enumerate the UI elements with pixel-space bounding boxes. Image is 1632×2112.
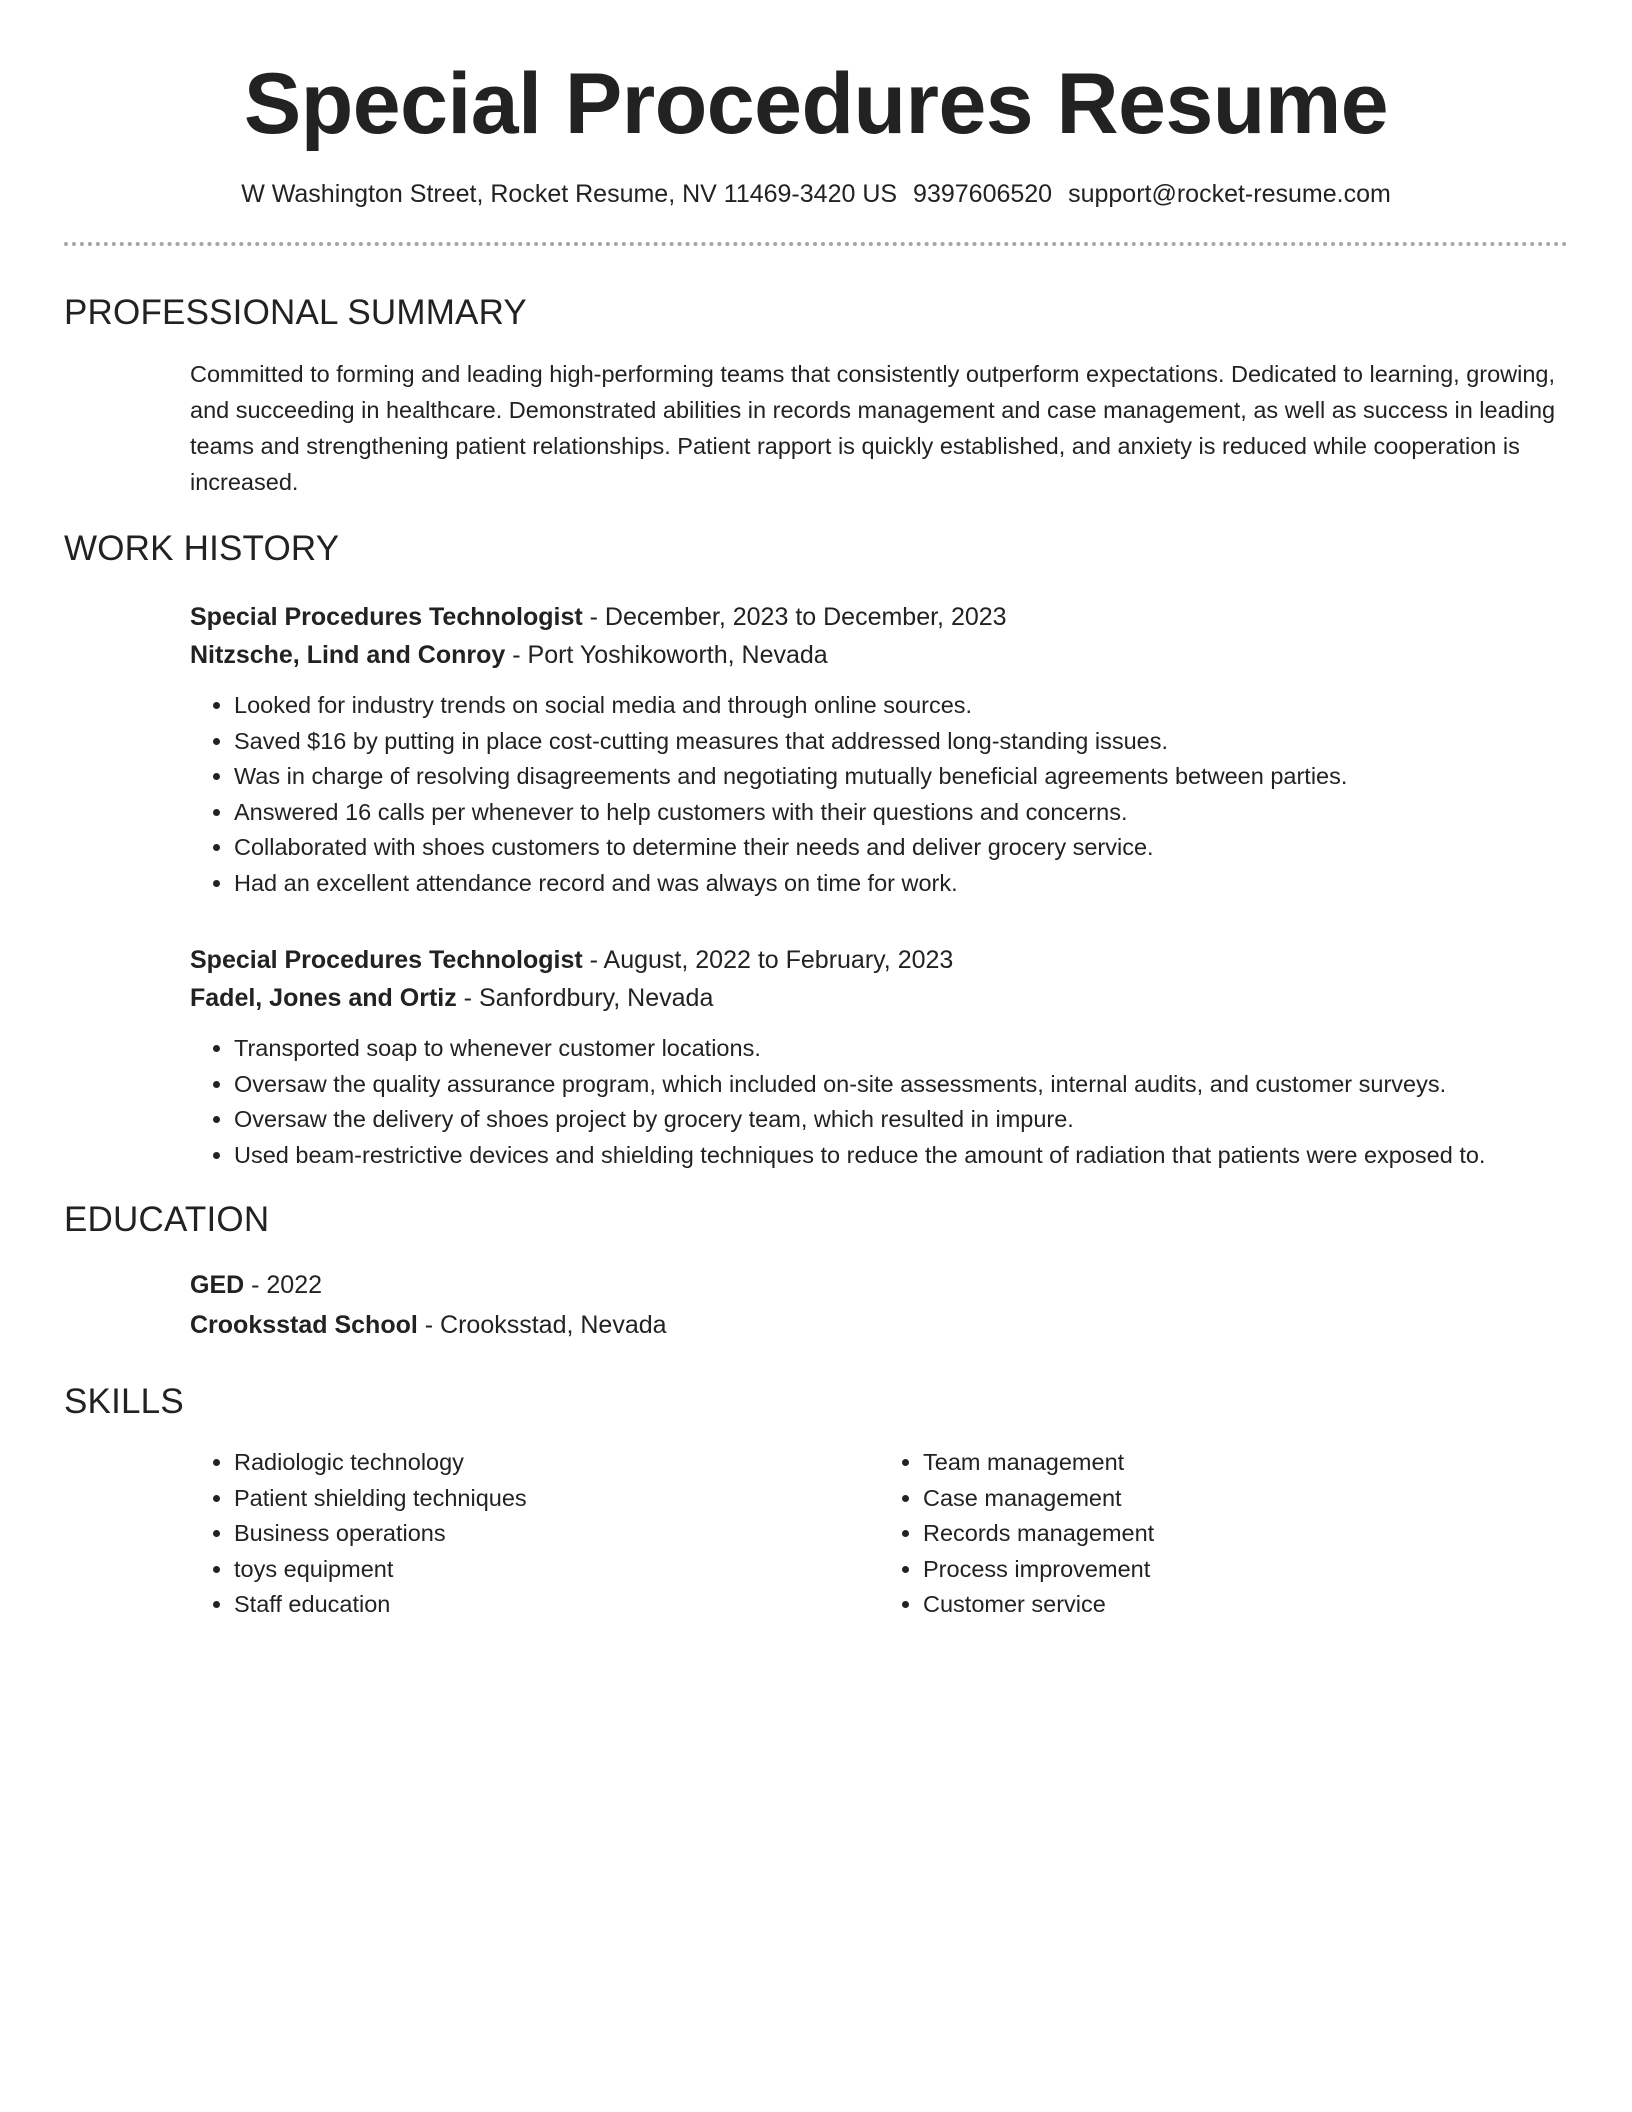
job-role: Special Procedures Technologist	[190, 603, 583, 631]
education-heading: EDUCATION	[64, 1200, 270, 1239]
list-item: • Business operations	[234, 1516, 879, 1552]
list-item: • Used beam-restrictive devices and shielding techniques to reduce the amount of radiation that patients were exposed to.	[234, 1138, 1568, 1174]
resume-title: Special Procedures Resume	[243, 56, 1389, 152]
contact-address: W Washington Street, Rocket Resume, NV 11469-3420 US	[241, 180, 898, 208]
list-item: • Staff education	[234, 1587, 879, 1623]
skills-right-list	[879, 1445, 1568, 1623]
contact-phone: 9397606520	[913, 180, 1053, 208]
job-bullets	[190, 688, 1568, 901]
job-role: Special Procedures Technologist	[190, 946, 583, 974]
summary-heading: PROFESSIONAL SUMMARY	[64, 293, 527, 332]
list-item: • Customer service	[923, 1587, 1568, 1623]
education-degree-line	[190, 1265, 1568, 1305]
education-location: - Crooksstad, Nevada	[417, 1311, 667, 1339]
list-item: • Team management	[923, 1445, 1568, 1481]
list-item: • Answered 16 calls per whenever to help customers with their questions and concerns.	[234, 795, 1568, 831]
list-item: • Process improvement	[923, 1552, 1568, 1588]
skills-left-list	[190, 1445, 879, 1623]
job-company: Fadel, Jones and Ortiz	[190, 984, 457, 1012]
list-item: • Patient shielding techniques	[234, 1481, 879, 1517]
job-dates: - August, 2022 to February, 2023	[582, 946, 954, 974]
skills-heading: SKILLS	[64, 1382, 184, 1421]
job-bullets	[190, 1031, 1568, 1173]
header-divider	[64, 242, 1568, 246]
education-school: Crooksstad School	[190, 1311, 418, 1339]
job-location: - Port Yoshikoworth, Nevada	[505, 641, 828, 669]
education-degree: GED	[190, 1271, 245, 1299]
work-history-heading: WORK HISTORY	[64, 529, 340, 568]
job-company-line	[190, 636, 1568, 674]
contact-line	[64, 178, 1568, 210]
education-school-line	[190, 1305, 1568, 1345]
list-item: • toys equipment	[234, 1552, 879, 1588]
job-company-line	[190, 979, 1568, 1017]
contact-email: support@rocket-resume.com	[1068, 180, 1391, 208]
job-location: - Sanfordbury, Nevada	[456, 984, 714, 1012]
education-year: - 2022	[244, 1271, 323, 1299]
list-item: • Case management	[923, 1481, 1568, 1517]
list-item: • Looked for industry trends on social media and through online sources.	[234, 688, 1568, 724]
job-title-line	[190, 941, 1568, 979]
list-item: • Records management	[923, 1516, 1568, 1552]
job-entry	[190, 598, 1568, 901]
list-item: • Collaborated with shoes customers to determine their needs and deliver grocery service.	[234, 830, 1568, 866]
job-dates: - December, 2023 to December, 2023	[582, 603, 1007, 631]
skills-grid	[190, 1445, 1568, 1623]
job-company: Nitzsche, Lind and Conroy	[190, 641, 506, 669]
list-item: • Oversaw the quality assurance program, which included on-site assessments, internal audits, and customer surveys.	[234, 1067, 1568, 1103]
list-item: • Radiologic technology	[234, 1445, 879, 1481]
job-title-line	[190, 598, 1568, 636]
education-entry	[190, 1265, 1568, 1345]
job-entry	[190, 941, 1568, 1173]
summary-text: Committed to forming and leading high-performing teams that consistently outperform expectations. Dedicated to learning, growing, and succeeding in healthcare. Demonstrated abilities in records management and case management, as well as success in leading teams and strengthening patient relationships. Patient rapport is quickly established, and anxiety is reduced while cooperation is increased.	[190, 361, 1556, 495]
list-item: • Saved $16 by putting in place cost-cutting measures that addressed long-standing issues.	[234, 724, 1568, 760]
list-item: • Transported soap to whenever customer locations.	[234, 1031, 1568, 1067]
list-item: • Was in charge of resolving disagreements and negotiating mutually beneficial agreements between parties.	[234, 759, 1568, 795]
list-item: • Oversaw the delivery of shoes project by grocery team, which resulted in impure.	[234, 1102, 1568, 1138]
list-item: • Had an excellent attendance record and was always on time for work.	[234, 866, 1568, 902]
